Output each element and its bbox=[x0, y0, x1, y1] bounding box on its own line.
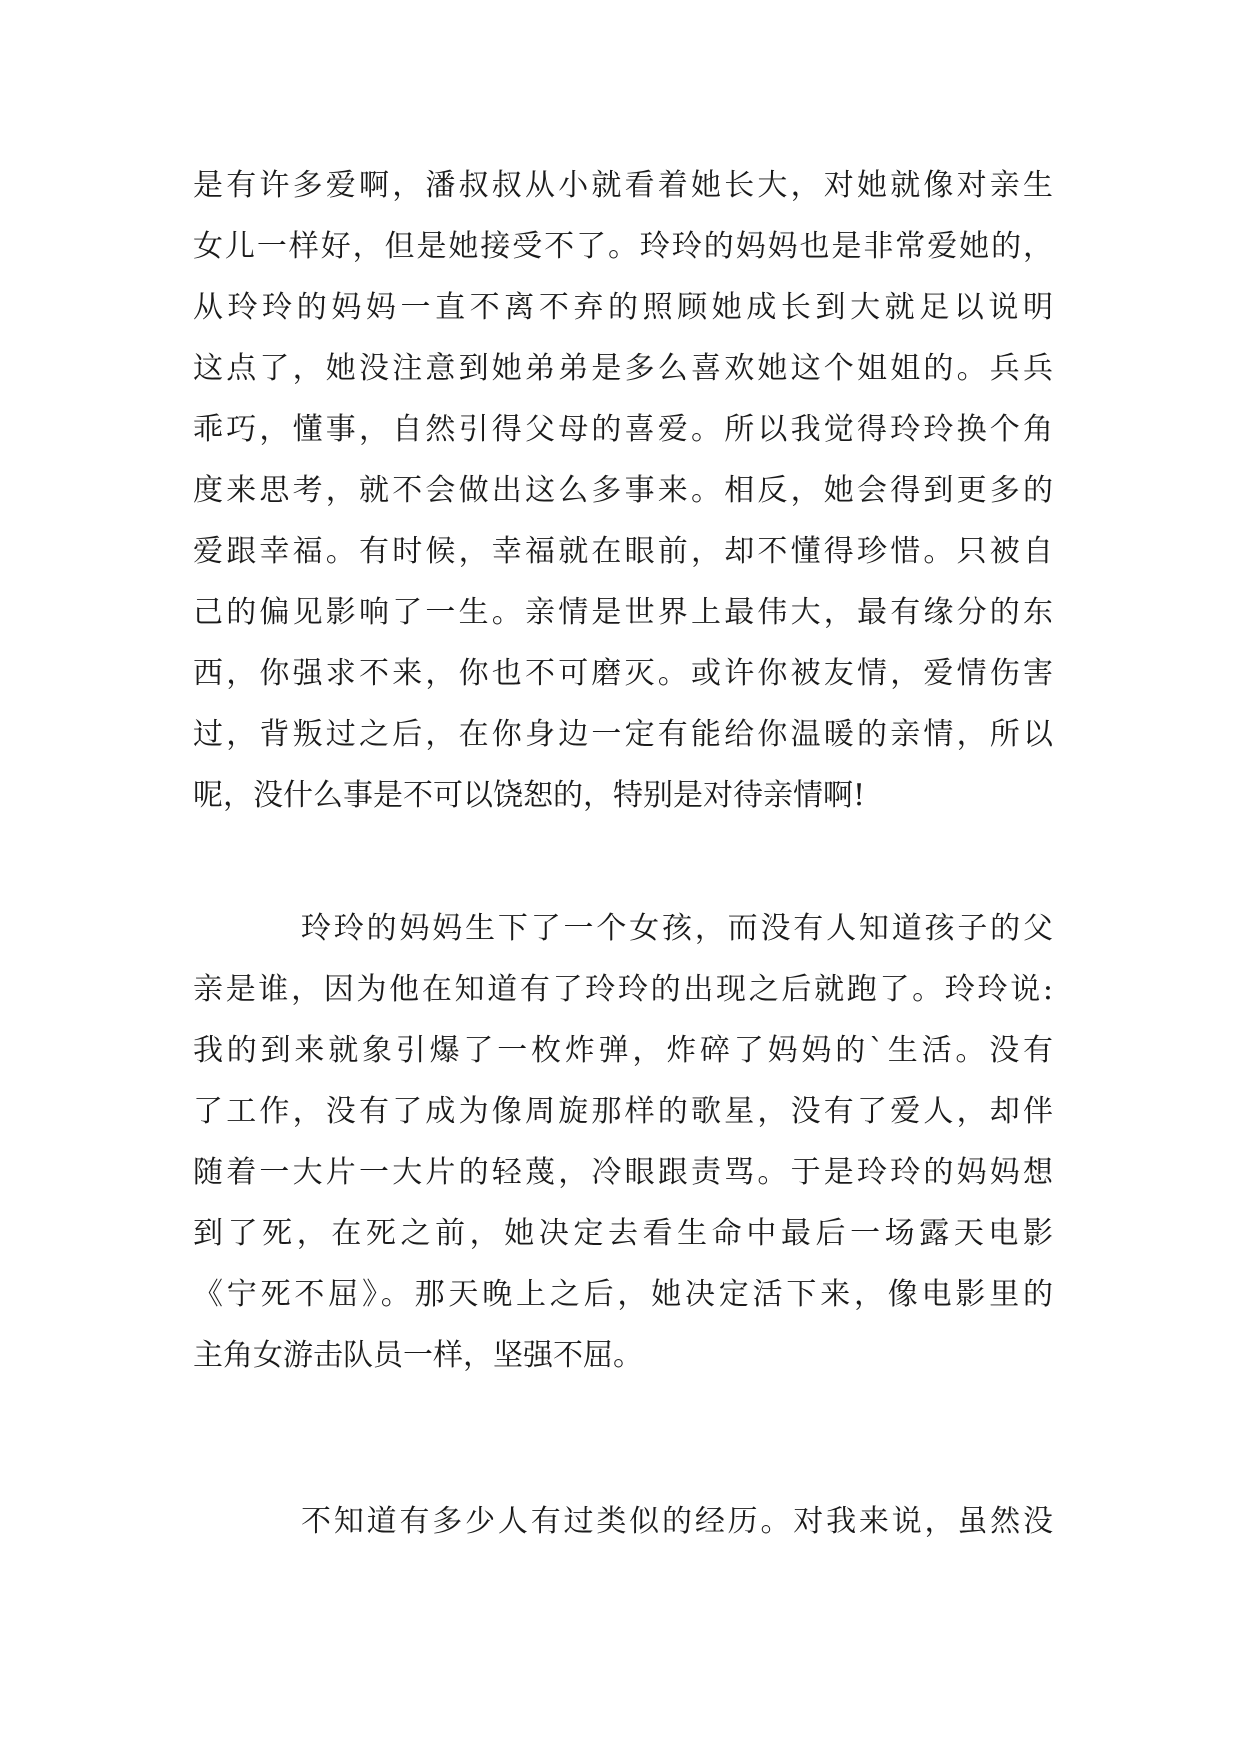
text-line: 爱跟幸福。有时候，幸福就在眼前，却不懂得珍惜。只被自 bbox=[193, 534, 1053, 569]
text-line: 是有许多爱啊，潘叔叔从小就看着她长大，对她就像对亲生 bbox=[193, 168, 1053, 203]
paragraph bbox=[193, 898, 1053, 1386]
text-line: 西，你强求不来，你也不可磨灭。或许你被友情，爱情伤害 bbox=[193, 656, 1053, 691]
text-line: 这点了，她没注意到她弟弟是多么喜欢她这个姐姐的。兵兵 bbox=[193, 351, 1053, 386]
paragraph bbox=[193, 1491, 1053, 1552]
text-line: 度来思考，就不会做出这么多事来。相反，她会得到更多的 bbox=[193, 473, 1053, 508]
text-line: 到了死，在死之前，她决定去看生命中最后一场露天电影 bbox=[193, 1216, 1053, 1251]
text-line: 《宁死不屈》。那天晚上之后，她决定活下来，像电影里的 bbox=[193, 1277, 1053, 1312]
text-line: 呢，没什么事是不可以饶恕的，特别是对待亲情啊! bbox=[193, 778, 866, 813]
text-line: 不知道有多少人有过类似的经历。对我来说，虽然没 bbox=[301, 1504, 1053, 1539]
paragraph bbox=[193, 155, 1053, 826]
text-line: 从玲玲的妈妈一直不离不弃的照顾她成长到大就足以说明 bbox=[193, 290, 1053, 325]
text-line: 了工作，没有了成为像周旋那样的歌星，没有了爱人，却伴 bbox=[193, 1094, 1053, 1129]
text-line: 过，背叛过之后，在你身边一定有能给你温暖的亲情，所以 bbox=[193, 717, 1053, 752]
text-line: 主角女游击队员一样，坚强不屈。 bbox=[193, 1338, 643, 1373]
text-line: 随着一大片一大片的轻蔑，冷眼跟责骂。于是玲玲的妈妈想 bbox=[193, 1155, 1053, 1190]
text-line: 女儿一样好，但是她接受不了。玲玲的妈妈也是非常爱她的， bbox=[193, 229, 1053, 264]
text-line: 乖巧，懂事，自然引得父母的喜爱。所以我觉得玲玲换个角 bbox=[193, 412, 1053, 447]
text-line: 己的偏见影响了一生。亲情是世界上最伟大，最有缘分的东 bbox=[193, 595, 1053, 630]
text-line: 亲是谁，因为他在知道有了玲玲的出现之后就跑了。玲玲说: bbox=[193, 972, 1053, 1007]
text-line: 我的到来就象引爆了一枚炸弹，炸碎了妈妈的`生活。没有 bbox=[193, 1033, 1053, 1068]
text-line: 玲玲的妈妈生下了一个女孩，而没有人知道孩子的父 bbox=[301, 911, 1053, 946]
